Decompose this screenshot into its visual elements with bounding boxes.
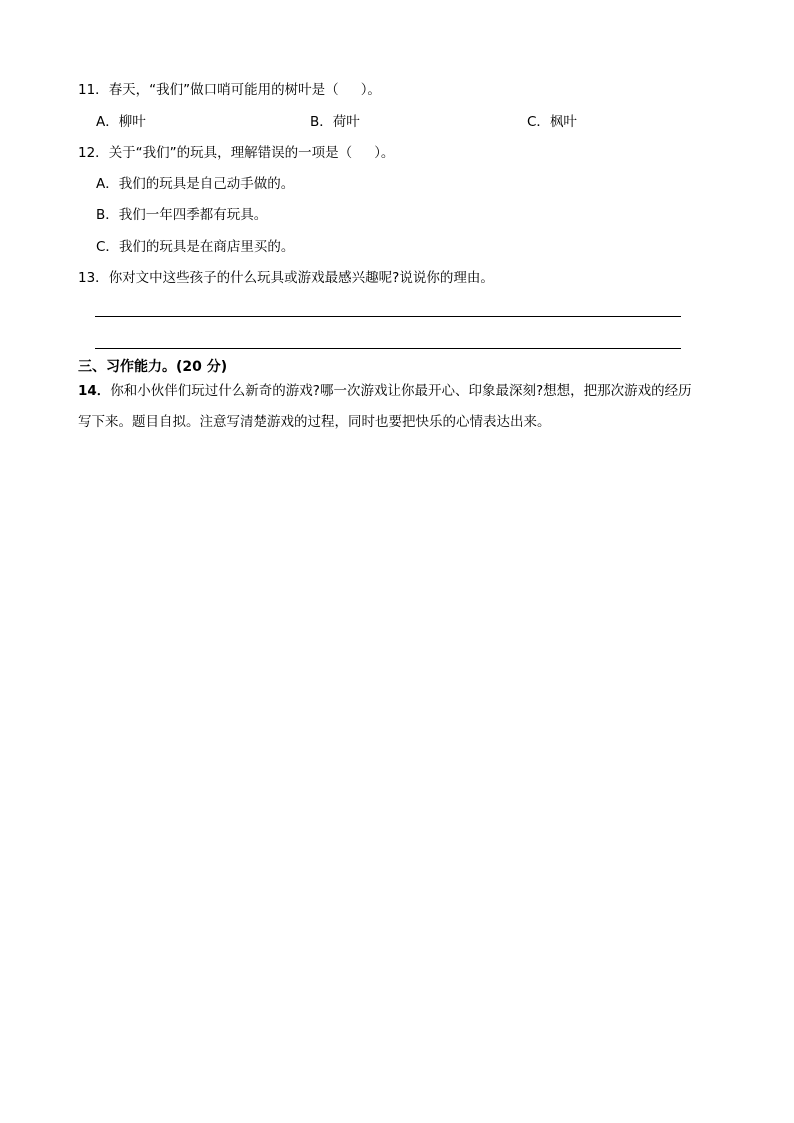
question-11-stem bbox=[78, 84, 381, 98]
question-12-option-c bbox=[96, 241, 294, 255]
option-label: B． bbox=[96, 207, 119, 223]
question-14-line-1 bbox=[78, 385, 692, 399]
question-14-line-2: 写下来。题目自拟。注意写清楚游戏的过程，同时也要把快乐的心情表达出来。 bbox=[78, 414, 551, 430]
question-12-stem bbox=[78, 147, 394, 161]
option-text: 我们的玩具是在商店里买的。 bbox=[118, 239, 295, 255]
option-text: 我们一年四季都有玩具。 bbox=[118, 207, 268, 223]
question-number: 14． bbox=[78, 383, 111, 399]
question-number: 13． bbox=[78, 270, 109, 286]
question-13-stem bbox=[78, 272, 494, 286]
question-number: 12． bbox=[78, 145, 109, 161]
question-number: 11． bbox=[78, 82, 109, 98]
question-text-end: ）。 bbox=[374, 145, 395, 161]
option-label: C． bbox=[96, 239, 119, 255]
question-11-option-c bbox=[527, 116, 577, 130]
option-text: 我们的玩具是自己动手做的。 bbox=[118, 176, 295, 192]
question-text: 你对文中这些孩子的什么玩具或游戏最感兴趣呢?说说你的理由。 bbox=[108, 270, 494, 286]
question-text: 你和小伙伴们玩过什么新奇的游戏?哪一次游戏让你最开心、印象最深刻?想想，把那次游戏的经历 bbox=[110, 383, 692, 399]
option-label: C． bbox=[527, 114, 550, 130]
option-label: A． bbox=[96, 176, 119, 192]
question-text: 关于“我们”的玩具，理解错误的一项是（ bbox=[108, 145, 353, 161]
answer-line-1[interactable] bbox=[95, 316, 681, 317]
answer-line-2[interactable] bbox=[95, 348, 681, 349]
option-text: 柳叶 bbox=[118, 114, 146, 130]
question-11-option-b bbox=[310, 116, 360, 130]
question-11-option-a bbox=[96, 116, 146, 130]
question-text-end: ）。 bbox=[360, 82, 381, 98]
option-label: A． bbox=[96, 114, 119, 130]
section-title: 三、习作能力。(20 分) bbox=[78, 359, 228, 375]
option-text: 枫叶 bbox=[549, 114, 577, 130]
option-text: 荷叶 bbox=[332, 114, 360, 130]
question-12-option-b bbox=[96, 209, 267, 223]
question-12-option-a bbox=[96, 178, 294, 192]
question-text: 春天，“我们”做口哨可能用的树叶是（ bbox=[108, 82, 339, 98]
option-label: B． bbox=[310, 114, 333, 130]
